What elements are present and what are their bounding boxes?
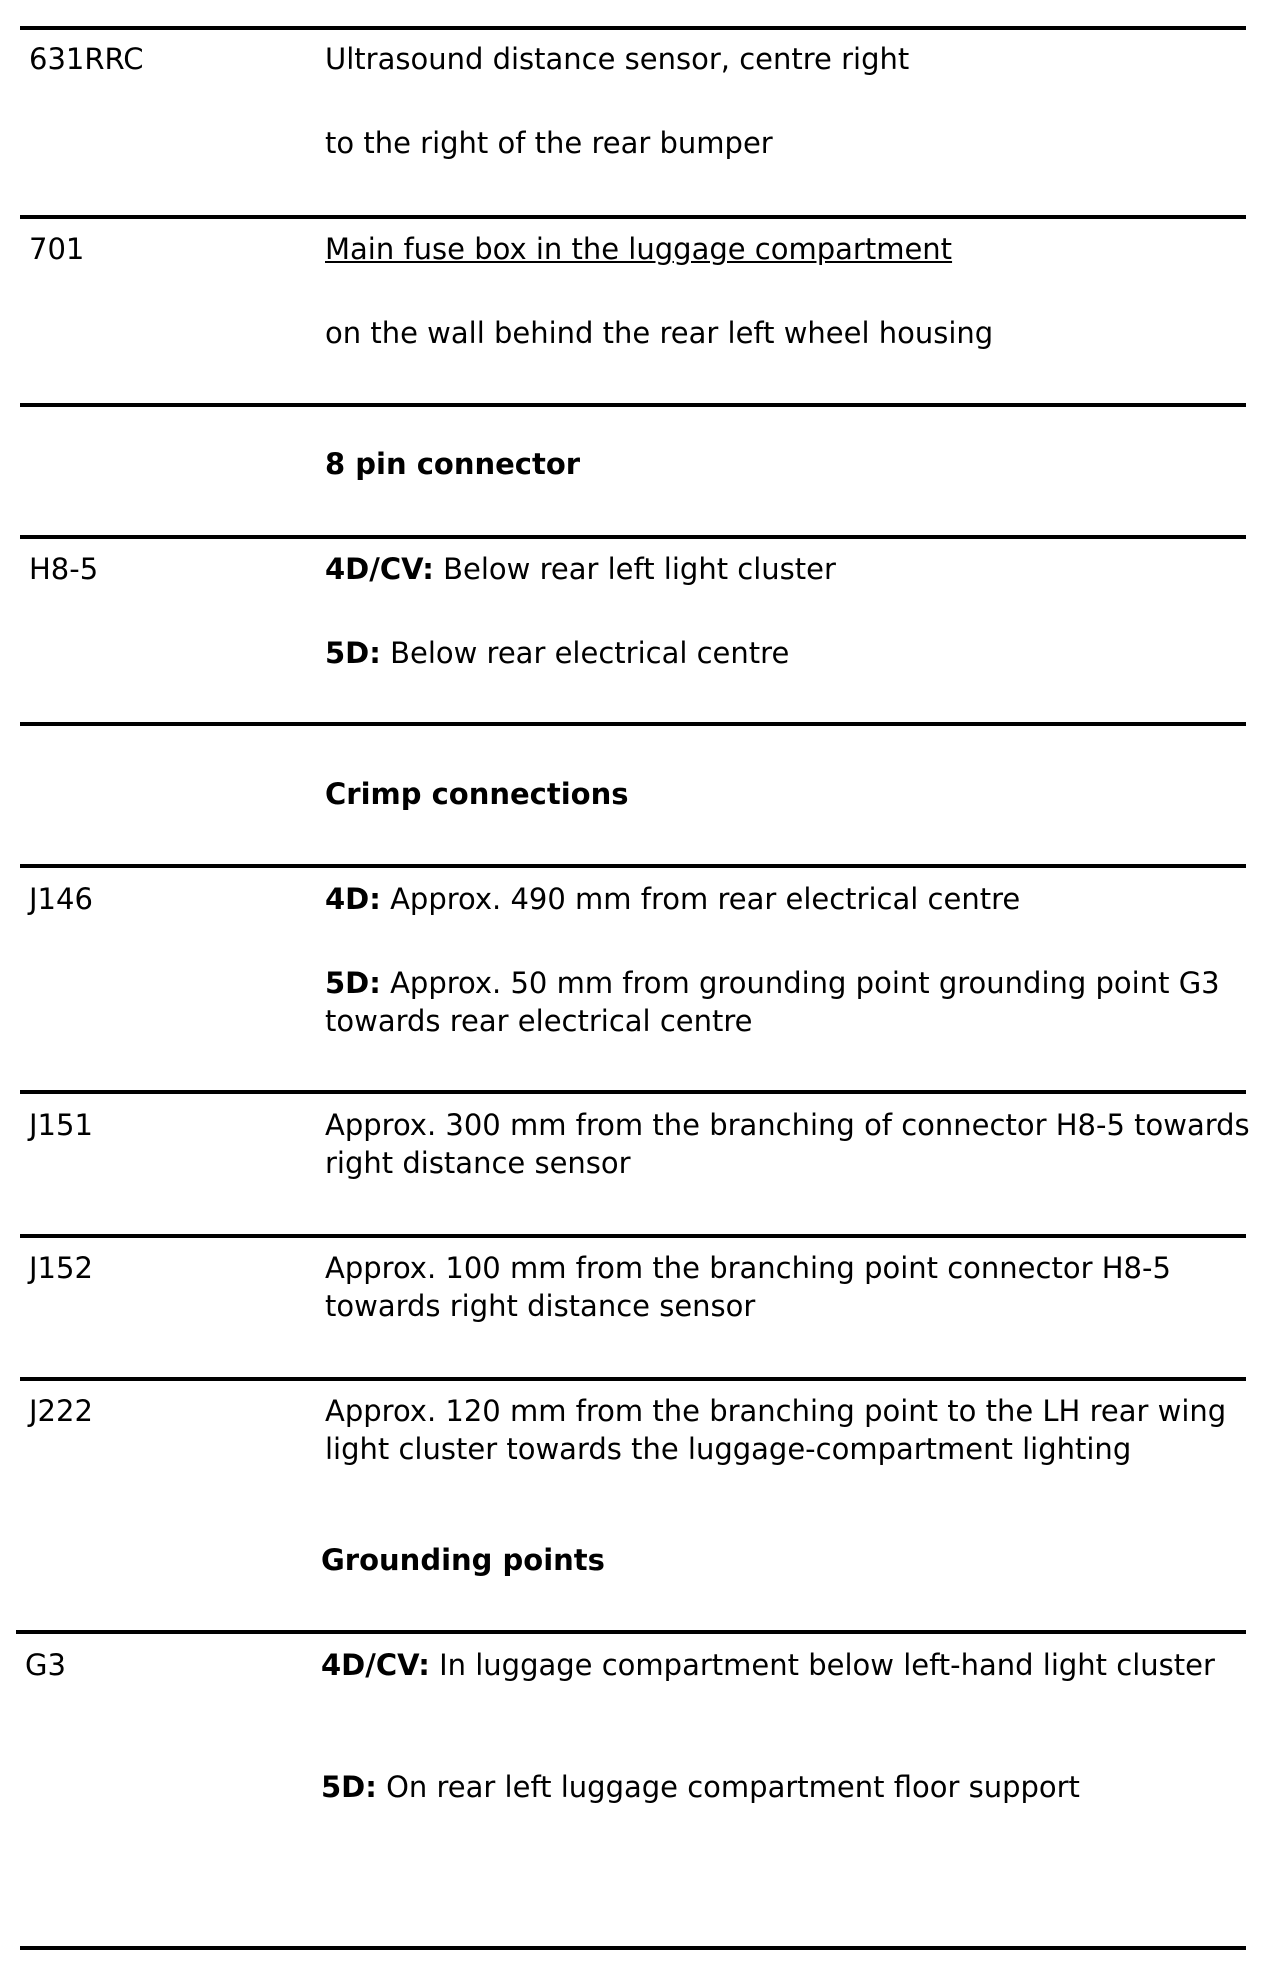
component-location: to the right of the rear bumper: [325, 126, 773, 160]
variant-label: 4D/CV:: [325, 552, 434, 586]
component-location: [321, 1646, 1251, 1684]
row-divider: [16, 1630, 1246, 1634]
section-heading: 8 pin connector: [325, 447, 581, 481]
variant-label: 5D:: [325, 636, 381, 670]
row-divider: [20, 1234, 1246, 1238]
variant-label: 5D:: [325, 966, 381, 1000]
component-description-link[interactable]: Main fuse box in the luggage compartment: [325, 232, 953, 266]
row-divider: [20, 26, 1246, 30]
component-location: [325, 550, 836, 588]
component-code: J222: [29, 1394, 93, 1428]
row-divider: [20, 864, 1246, 868]
component-location: [325, 880, 1020, 918]
component-code: J152: [29, 1251, 93, 1285]
variant-text: On rear left luggage compartment floor support: [376, 1770, 1080, 1804]
variant-text: Approx. 490 mm from rear electrical centre: [380, 882, 1021, 916]
section-heading: Grounding points: [321, 1543, 605, 1577]
variant-text: Below rear left light cluster: [433, 552, 836, 586]
component-code: 631RRC: [29, 42, 144, 76]
row-divider: [20, 403, 1246, 407]
variant-text: In luggage compartment below left-hand light cluster: [429, 1648, 1215, 1682]
row-divider: [20, 1377, 1246, 1381]
row-divider: [20, 722, 1246, 726]
variant-text: Below rear electrical centre: [380, 636, 790, 670]
component-location: [325, 964, 1255, 1040]
variant-label: 4D:: [325, 882, 381, 916]
variant-text: Approx. 50 mm from grounding point grounding point G3 towards rear electrical centre: [325, 966, 1220, 1038]
variant-label: 5D:: [321, 1770, 377, 1804]
component-description: Ultrasound distance sensor, centre right: [325, 42, 910, 76]
component-location: Approx. 300 mm from the branching of connector H8-5 towards right distance sensor: [325, 1108, 1250, 1180]
row-divider: [20, 215, 1246, 219]
component-location: [321, 1768, 1080, 1806]
row-divider: [20, 1946, 1246, 1950]
component-code: G3: [25, 1648, 66, 1682]
section-heading: Crimp connections: [325, 777, 629, 811]
row-divider: [20, 1090, 1246, 1094]
component-location: [325, 634, 789, 672]
component-code: H8-5: [29, 552, 99, 586]
variant-label: 4D/CV:: [321, 1648, 430, 1682]
component-location: on the wall behind the rear left wheel housing: [325, 316, 994, 350]
row-divider: [20, 535, 1246, 539]
component-location: Approx. 100 mm from the branching point connector H8-5 towards right distance sensor: [325, 1251, 1171, 1323]
component-code: J146: [29, 882, 93, 916]
component-code: J151: [29, 1108, 93, 1142]
component-location: Approx. 120 mm from the branching point to the LH rear wing light cluster towards the luggage-compartment lighting: [325, 1394, 1227, 1466]
component-code: 701: [29, 232, 85, 266]
